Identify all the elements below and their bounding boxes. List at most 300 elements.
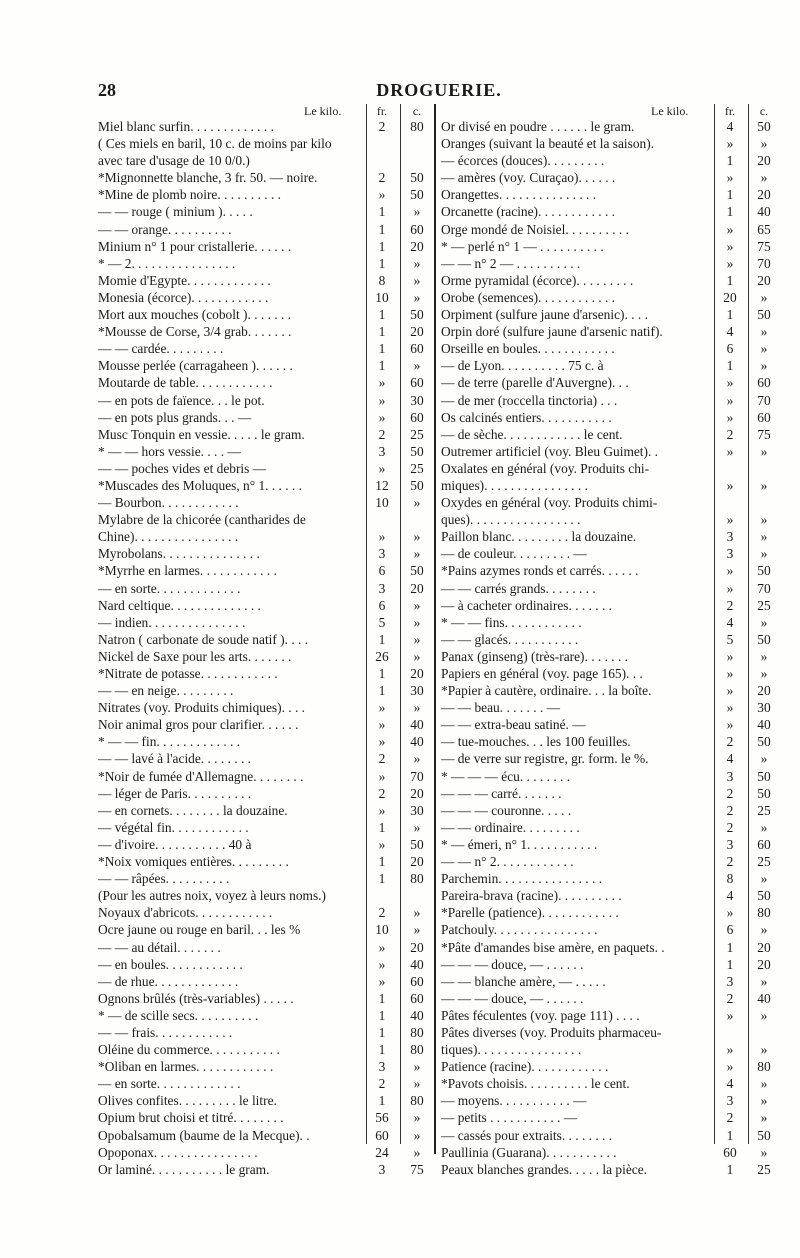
item-label: * — 2. . . . . . . . . . . . . . . . xyxy=(98,255,236,271)
price-row xyxy=(98,836,434,853)
price-row xyxy=(98,528,434,545)
price-francs: 1 xyxy=(378,854,386,870)
price-francs: » xyxy=(726,375,734,391)
item-label: (Pour les autres noix, voyez à leurs noms.) xyxy=(98,888,326,904)
item-label: — végétal fin. . . . . . . . . . . . xyxy=(98,819,249,835)
price-francs: 4 xyxy=(726,324,734,340)
price-francs: 1 xyxy=(378,819,386,835)
price-francs: » xyxy=(726,136,734,152)
price-row xyxy=(98,699,434,716)
price-row xyxy=(98,340,434,357)
price-row xyxy=(98,323,434,340)
price-francs: » xyxy=(726,512,734,528)
price-row xyxy=(441,750,780,767)
price-row xyxy=(98,682,434,699)
price-row xyxy=(441,169,780,186)
price-francs: 4 xyxy=(726,751,734,767)
price-row xyxy=(441,272,780,289)
item-label: Patchouly. . . . . . . . . . . . . . . . xyxy=(441,922,598,938)
item-label: *Pâte d'amandes bise amère, en paquets. . xyxy=(441,939,665,955)
price-centimes: 40 xyxy=(410,734,424,750)
item-label: — de terre (parelle d'Auvergne). . . xyxy=(441,375,629,391)
centimes-header: c. xyxy=(412,104,422,118)
price-row xyxy=(98,614,434,631)
price-row xyxy=(98,648,434,665)
price-centimes: 25 xyxy=(757,1161,771,1177)
price-centimes: » xyxy=(760,136,768,152)
price-row xyxy=(441,802,780,819)
price-centimes: » xyxy=(760,819,768,835)
price-row xyxy=(441,289,780,306)
price-row xyxy=(441,904,780,921)
item-label: — — râpées. . . . . . . . . . xyxy=(98,871,230,887)
price-centimes: » xyxy=(760,1076,768,1092)
price-row xyxy=(441,221,780,238)
column-header xyxy=(98,101,434,118)
price-row xyxy=(441,939,780,956)
item-label: — — cardée. . . . . . . . . xyxy=(98,341,224,357)
price-row xyxy=(98,1092,434,1109)
price-row xyxy=(441,921,780,938)
price-row xyxy=(98,562,434,579)
price-row xyxy=(98,1109,434,1126)
price-row xyxy=(441,203,780,220)
price-row xyxy=(98,511,434,528)
price-francs: 26 xyxy=(375,648,389,664)
price-centimes: 50 xyxy=(410,477,424,493)
item-label: — — au détail. . . . . . . xyxy=(98,939,221,955)
price-francs: 10 xyxy=(375,289,389,305)
price-francs: » xyxy=(378,768,386,784)
item-label: — d'ivoire. . . . . . . . . . . 40 à xyxy=(98,836,252,852)
item-label: Outremer artificiel (voy. Bleu Guimet). . xyxy=(441,443,659,459)
price-centimes: » xyxy=(413,648,421,664)
price-row xyxy=(98,357,434,374)
price-row xyxy=(441,785,780,802)
price-row xyxy=(441,340,780,357)
price-row xyxy=(441,956,780,973)
item-label: — — en neige. . . . . . . . . xyxy=(98,683,234,699)
price-francs: » xyxy=(378,734,386,750)
price-centimes: » xyxy=(760,648,768,664)
price-row xyxy=(98,118,434,135)
price-centimes: 80 xyxy=(757,1059,771,1075)
item-label: Nitrates (voy. Produits chimiques). . . . xyxy=(98,700,306,716)
price-francs: 1 xyxy=(378,238,386,254)
price-francs: » xyxy=(378,460,386,476)
price-francs: 2 xyxy=(378,905,386,921)
price-list-right xyxy=(441,101,780,1178)
price-francs: 2 xyxy=(726,597,734,613)
price-row xyxy=(98,221,434,238)
price-centimes: » xyxy=(760,922,768,938)
price-francs: 1 xyxy=(378,990,386,1006)
item-label: Or divisé en poudre . . . . . . le gram. xyxy=(441,119,635,134)
price-centimes: » xyxy=(413,922,421,938)
price-row xyxy=(441,255,780,272)
item-label: — de sèche. . . . . . . . . . . . le cent. xyxy=(441,426,623,442)
price-centimes: » xyxy=(760,358,768,374)
price-row xyxy=(441,614,780,631)
price-row xyxy=(98,956,434,973)
price-francs: 3 xyxy=(378,1161,386,1177)
price-francs: 1 xyxy=(378,683,386,699)
price-francs: » xyxy=(378,409,386,425)
price-francs: 3 xyxy=(726,973,734,989)
price-centimes: » xyxy=(760,1144,768,1160)
price-francs: 24 xyxy=(375,1144,389,1160)
item-label: Pareira-brava (racine). . . . . . . . . . xyxy=(441,888,622,904)
price-centimes: » xyxy=(413,819,421,835)
price-centimes: 80 xyxy=(410,871,424,887)
price-francs: » xyxy=(726,170,734,186)
column-header xyxy=(441,101,780,118)
price-row xyxy=(98,272,434,289)
item-label: Orpiment (sulfure jaune d'arsenic). . . . xyxy=(441,307,648,323)
price-francs: 1 xyxy=(726,358,734,374)
item-label: — en pots de faïence. . . le pot. xyxy=(98,392,265,408)
item-label: — — lavé à l'acide. . . . . . . . xyxy=(98,751,252,767)
item-label: Momie d'Egypte. . . . . . . . . . . . . xyxy=(98,272,271,288)
item-label: * — — — écu. . . . . . . . xyxy=(441,768,571,784)
price-row xyxy=(441,1041,780,1058)
price-row xyxy=(441,682,780,699)
price-francs: » xyxy=(726,1042,734,1058)
item-label: Olives confites. . . . . . . . . le litre. xyxy=(98,1093,277,1109)
item-label: Myrobolans. . . . . . . . . . . . . . . xyxy=(98,546,260,562)
price-francs: 1 xyxy=(378,204,386,220)
price-row xyxy=(441,409,780,426)
price-francs: 2 xyxy=(726,990,734,1006)
item-label: — de Lyon. . . . . . . . . . 75 c. à xyxy=(441,358,604,374)
price-row xyxy=(441,306,780,323)
price-centimes: 60 xyxy=(757,409,771,425)
item-label: — — poches vides et debris — xyxy=(98,460,267,476)
price-row xyxy=(441,716,780,733)
item-label: — — n° 2. . . . . . . . . . . . xyxy=(441,854,574,870)
price-centimes: 50 xyxy=(410,563,424,579)
item-label: *Oliban en larmes. . . . . . . . . . . . xyxy=(98,1059,274,1075)
price-row xyxy=(441,443,780,460)
price-centimes: 40 xyxy=(410,717,424,733)
price-row xyxy=(441,426,780,443)
price-centimes: » xyxy=(760,443,768,459)
price-francs: 1 xyxy=(726,204,734,220)
price-centimes: 20 xyxy=(410,785,424,801)
item-label: *Parelle (patience). . . . . . . . . . . . xyxy=(441,905,619,921)
price-row xyxy=(441,853,780,870)
item-label: * — — fins. . . . . . . . . . . . xyxy=(441,614,582,630)
price-row xyxy=(98,1024,434,1041)
price-francs: 2 xyxy=(378,785,386,801)
item-label: Paullinia (Guarana). . . . . . . . . . . xyxy=(441,1144,617,1160)
item-label: Pâtes diverses (voy. Produits pharmaceu- xyxy=(441,1024,662,1040)
price-centimes: 30 xyxy=(410,392,424,408)
price-row xyxy=(441,186,780,203)
item-label: — cassés pour extraits. . . . . . . . xyxy=(441,1127,613,1143)
price-centimes: 25 xyxy=(757,597,771,613)
item-label: — — blanche amère, — . . . . . xyxy=(441,973,606,989)
page-title: DROGUERIE. xyxy=(376,80,502,100)
price-centimes: 50 xyxy=(757,768,771,784)
price-francs: 2 xyxy=(726,802,734,818)
price-centimes: 30 xyxy=(410,802,424,818)
price-row xyxy=(98,426,434,443)
item-label: Orcanette (racine). . . . . . . . . . . . xyxy=(441,204,616,220)
price-row xyxy=(98,904,434,921)
price-centimes: » xyxy=(413,546,421,562)
price-row xyxy=(98,631,434,648)
price-francs: » xyxy=(378,717,386,733)
price-francs: » xyxy=(378,802,386,818)
price-francs: 10 xyxy=(375,495,389,511)
item-label: Noyaux d'abricots. . . . . . . . . . . . xyxy=(98,905,273,921)
price-centimes: 30 xyxy=(757,700,771,716)
price-centimes: 50 xyxy=(410,187,424,203)
price-francs: » xyxy=(726,409,734,425)
price-francs: » xyxy=(726,563,734,579)
page-header xyxy=(98,80,780,102)
item-label: *Papier à cautère, ordinaire. . . la boîte. xyxy=(441,683,652,699)
price-row xyxy=(441,1161,780,1178)
price-francs: 2 xyxy=(726,734,734,750)
item-label: Or laminé. . . . . . . . . . . le gram. xyxy=(98,1161,270,1177)
item-label: Mousse perlée (carragaheen ). . . . . . xyxy=(98,358,293,374)
price-francs: » xyxy=(726,477,734,493)
price-francs: 2 xyxy=(726,854,734,870)
price-centimes: 50 xyxy=(757,563,771,579)
price-francs: 1 xyxy=(378,341,386,357)
item-label: *Mignonnette blanche, 3 fr. 50. — noire. xyxy=(98,170,318,186)
price-francs: » xyxy=(726,1007,734,1023)
item-label: *Muscades des Moluques, n° 1. . . . . . xyxy=(98,477,302,493)
price-row xyxy=(98,392,434,409)
item-label: — de couleur. . . . . . . . . — xyxy=(441,546,587,562)
price-francs: 5 xyxy=(378,614,386,630)
item-label: — indien. . . . . . . . . . . . . . . xyxy=(98,614,246,630)
price-centimes: 25 xyxy=(410,426,424,442)
column-divider xyxy=(434,104,436,1154)
item-label: Monesia (écorce). . . . . . . . . . . . xyxy=(98,289,269,305)
price-centimes: 60 xyxy=(410,409,424,425)
price-centimes: 25 xyxy=(757,854,771,870)
price-row xyxy=(441,460,780,477)
item-label: *Pavots choisis. . . . . . . . . . le cent. xyxy=(441,1076,630,1092)
item-label: *Myrrhe en larmes. . . . . . . . . . . . xyxy=(98,563,277,579)
price-francs: » xyxy=(726,905,734,921)
price-francs: » xyxy=(378,836,386,852)
price-centimes: 70 xyxy=(757,580,771,596)
price-centimes: » xyxy=(760,477,768,493)
item-label: * — — hors vessie. . . . — xyxy=(98,443,241,459)
item-label: — — n° 2 — . . . . . . . . . . xyxy=(441,255,581,271)
price-francs: 1 xyxy=(726,1127,734,1143)
price-francs: 6 xyxy=(726,341,734,357)
centimes-header: c. xyxy=(759,104,769,118)
price-row xyxy=(98,409,434,426)
item-label: — — — douce, — . . . . . . xyxy=(441,956,584,972)
price-francs: » xyxy=(726,717,734,733)
item-label: Mylabre de la chicorée (cantharides de xyxy=(98,512,306,528)
item-label: Paillon blanc. . . . . . . . . la douzaine. xyxy=(441,529,637,545)
price-francs: » xyxy=(726,392,734,408)
price-row xyxy=(441,374,780,391)
price-row xyxy=(98,990,434,1007)
price-centimes: 40 xyxy=(410,1007,424,1023)
item-label: — de verre sur registre, gr. form. le %. xyxy=(441,751,649,767)
price-francs: 1 xyxy=(726,939,734,955)
price-centimes: 50 xyxy=(757,307,771,323)
price-centimes: 20 xyxy=(757,153,771,169)
price-francs: 3 xyxy=(378,443,386,459)
item-label: — de mer (roccella tinctoria) . . . xyxy=(441,392,618,408)
item-label: tiques). . . . . . . . . . . . . . . . xyxy=(441,1042,582,1058)
price-francs: 1 xyxy=(726,272,734,288)
price-francs: » xyxy=(726,700,734,716)
item-label: — Bourbon. . . . . . . . . . . . xyxy=(98,495,239,511)
item-label: Patience (racine). . . . . . . . . . . . xyxy=(441,1059,609,1075)
price-centimes: 70 xyxy=(410,768,424,784)
price-centimes: 50 xyxy=(757,119,771,134)
price-centimes: 20 xyxy=(410,324,424,340)
left-rows xyxy=(98,118,434,1178)
price-centimes: » xyxy=(413,495,421,511)
page-number: 28 xyxy=(98,80,116,100)
francs-header: fr. xyxy=(376,104,388,118)
item-label: — — rouge ( minium ). . . . . xyxy=(98,204,253,220)
item-label: — — carrés grands. . . . . . . . xyxy=(441,580,596,596)
price-row xyxy=(98,1041,434,1058)
price-francs: 60 xyxy=(723,1144,737,1160)
price-row xyxy=(441,118,780,135)
price-francs: 3 xyxy=(378,546,386,562)
price-francs: » xyxy=(726,221,734,237)
price-centimes: » xyxy=(760,170,768,186)
price-centimes: » xyxy=(760,666,768,681)
price-centimes: 25 xyxy=(410,460,424,476)
price-francs: 3 xyxy=(726,546,734,562)
price-francs: » xyxy=(726,443,734,459)
price-row xyxy=(441,1144,780,1161)
price-francs: » xyxy=(726,648,734,664)
price-row xyxy=(98,477,434,494)
price-row xyxy=(441,511,780,528)
price-francs: 1 xyxy=(378,358,386,374)
price-francs: 1 xyxy=(726,1161,734,1177)
item-label: Oxalates en général (voy. Produits chi- xyxy=(441,460,650,476)
price-francs: 3 xyxy=(378,1059,386,1075)
price-row xyxy=(98,853,434,870)
item-label: Nard celtique. . . . . . . . . . . . . . xyxy=(98,597,261,613)
price-centimes: 75 xyxy=(757,426,771,442)
item-label: Pâtes féculentes (voy. page 111) . . . . xyxy=(441,1007,640,1023)
item-label: Orangettes. . . . . . . . . . . . . . . xyxy=(441,187,597,203)
price-centimes: 20 xyxy=(410,580,424,596)
unit-header: Le kilo. xyxy=(304,104,342,118)
price-centimes: 30 xyxy=(410,683,424,699)
price-francs: 3 xyxy=(726,836,734,852)
price-centimes: 80 xyxy=(757,905,771,921)
price-row xyxy=(98,443,434,460)
price-centimes: 60 xyxy=(410,990,424,1006)
price-francs: » xyxy=(378,375,386,391)
price-francs: 5 xyxy=(726,631,734,647)
price-centimes: » xyxy=(760,871,768,887)
item-label: — — — couronne. . . . . xyxy=(441,802,572,818)
price-centimes: » xyxy=(760,341,768,357)
item-label: — — ordinaire. . . . . . . . . xyxy=(441,819,580,835)
item-label: Parchemin. . . . . . . . . . . . . . . . xyxy=(441,871,603,887)
price-francs: 1 xyxy=(726,956,734,972)
item-label: ( Ces miels en baril, 10 c. de moins par kilo xyxy=(98,136,332,152)
price-row xyxy=(441,836,780,853)
price-centimes: 50 xyxy=(410,443,424,459)
price-row xyxy=(98,460,434,477)
item-label: — en sorte. . . . . . . . . . . . . xyxy=(98,580,241,596)
price-row xyxy=(98,887,434,904)
price-centimes: 70 xyxy=(757,255,771,271)
item-label: — — orange. . . . . . . . . . xyxy=(98,221,232,237)
price-francs: 3 xyxy=(378,580,386,596)
price-row xyxy=(98,1144,434,1161)
price-row xyxy=(441,648,780,665)
item-label: Os calcinés entiers. . . . . . . . . . . xyxy=(441,409,612,425)
price-francs: 1 xyxy=(378,1042,386,1058)
price-centimes: » xyxy=(413,1127,421,1143)
price-centimes: 40 xyxy=(757,717,771,733)
price-row xyxy=(98,1075,434,1092)
item-label: * — — fin. . . . . . . . . . . . . xyxy=(98,734,241,750)
item-label: Ocre jaune ou rouge en baril. . . les % xyxy=(98,922,301,938)
price-row xyxy=(98,665,434,682)
price-francs: 2 xyxy=(378,1076,386,1092)
price-row xyxy=(98,306,434,323)
price-centimes: 50 xyxy=(757,1127,771,1143)
price-francs: 10 xyxy=(375,922,389,938)
price-centimes: 20 xyxy=(757,187,771,203)
item-label: Opium brut choisi et titré. . . . . . . . xyxy=(98,1110,284,1126)
price-centimes: » xyxy=(413,751,421,767)
item-label: Oranges (suivant la beauté et la saison). xyxy=(441,136,655,152)
price-francs: » xyxy=(726,255,734,271)
price-centimes: » xyxy=(760,1093,768,1109)
price-francs: 1 xyxy=(378,324,386,340)
price-francs: 2 xyxy=(378,426,386,442)
price-francs: 1 xyxy=(726,153,734,169)
item-label: — — beau. . . . . . . — xyxy=(441,700,561,716)
price-centimes: » xyxy=(413,204,421,220)
price-centimes: 80 xyxy=(410,1024,424,1040)
item-label: avec tare d'usage de 10 0/0.) xyxy=(98,153,250,169)
price-francs: 60 xyxy=(375,1127,389,1143)
price-row xyxy=(98,255,434,272)
item-label: Opoponax. . . . . . . . . . . . . . . . xyxy=(98,1144,258,1160)
price-centimes: » xyxy=(413,1059,421,1075)
item-label: * — de scille secs. . . . . . . . . . xyxy=(98,1007,259,1023)
price-francs: 56 xyxy=(375,1110,389,1126)
price-row xyxy=(441,631,780,648)
price-francs: 1 xyxy=(378,307,386,323)
price-francs: 2 xyxy=(726,1110,734,1126)
price-francs: 1 xyxy=(378,631,386,647)
item-label: Oléine du commerce. . . . . . . . . . . xyxy=(98,1042,280,1058)
price-francs: 2 xyxy=(378,751,386,767)
price-row xyxy=(441,990,780,1007)
item-label: Natron ( carbonate de soude natif ). . . . xyxy=(98,631,309,647)
price-centimes: 75 xyxy=(757,238,771,254)
item-label: Noir animal gros pour clarifier. . . . . . xyxy=(98,717,299,733)
price-centimes: » xyxy=(760,529,768,545)
